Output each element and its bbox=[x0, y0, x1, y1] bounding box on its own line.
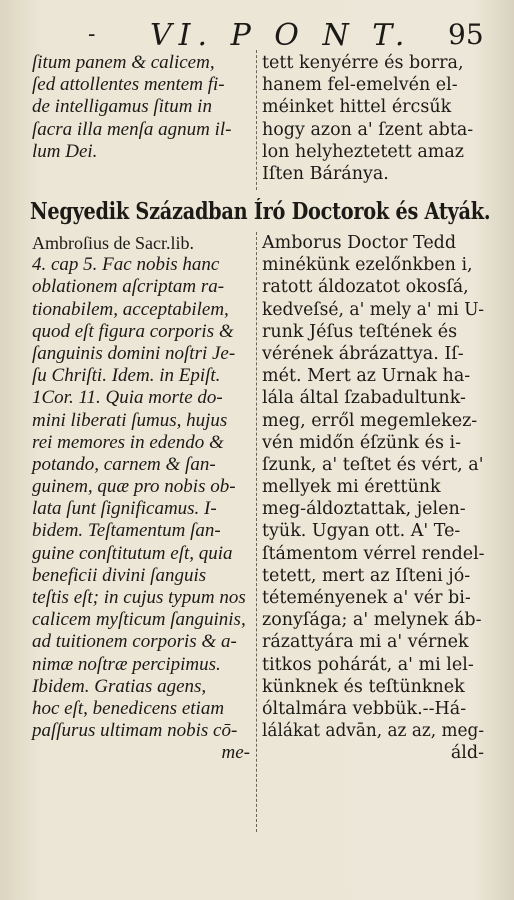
text-line: Amborus Doctor Tedd bbox=[262, 233, 457, 253]
text-line: rázattyára mi a' vérnek bbox=[262, 632, 469, 653]
top-left-column bbox=[32, 52, 250, 163]
text-line: guinem, quæ pro nobis ob- bbox=[32, 476, 236, 498]
text-line: vén midőn éſzünk és i- bbox=[262, 432, 462, 453]
text-line: hoc eſt, benedicens etiam bbox=[32, 697, 225, 719]
text-line: calicem myſticum ſanguinis, bbox=[32, 609, 246, 631]
text-line: guine conſtitutum eſt, quia bbox=[32, 542, 233, 564]
text-line: lálákat advān, az az, meg- bbox=[262, 721, 485, 742]
top-right-column bbox=[262, 52, 484, 185]
text-line: bidem. Teſtamentum ſan- bbox=[32, 520, 221, 542]
text-line: mét. Mert az Urnak ha- bbox=[262, 366, 471, 387]
text-line: áld- bbox=[450, 743, 484, 764]
text-line: quod eſt figura corporis & bbox=[32, 320, 234, 342]
text-line: ſed attollentes mentem fi- bbox=[32, 74, 225, 96]
text-line: ſitum panem & calicem, bbox=[32, 52, 215, 73]
text-line: oblationem aſcriptam ra- bbox=[32, 276, 225, 298]
text-line: meg-áldoztattak, jelen- bbox=[262, 499, 466, 520]
text-line: hanem fel-emelvén el- bbox=[262, 75, 458, 96]
text-line: tyük. Ugyan ott. A' Te- bbox=[262, 521, 461, 542]
text-line: ſu Chriſti. Idem. in Epiſt. bbox=[32, 365, 221, 387]
text-line: hogy azon a' ſzent abta- bbox=[262, 119, 474, 140]
text-line: tionabilem, acceptabilem, bbox=[32, 298, 229, 320]
text-line: ſacra illa menſa agnum il- bbox=[32, 118, 232, 140]
text-line: künknek és teſtünknek bbox=[262, 676, 465, 697]
text-line: titkos pohárát, a' mi lel- bbox=[262, 654, 474, 675]
text-line: paſſurus ultimam nobis cō- bbox=[32, 720, 238, 742]
text-line: 1Cor. 11. Quia morte do- bbox=[32, 387, 223, 409]
text-line: téteményenek a' vér bi- bbox=[262, 588, 471, 608]
text-line: zonyſága; a' melynek áb- bbox=[262, 610, 482, 631]
text-line: tett kenyérre és borra, bbox=[262, 53, 464, 73]
column-divider-main bbox=[256, 232, 257, 832]
page-number: 95 bbox=[448, 18, 484, 51]
text-line: me- bbox=[221, 742, 250, 764]
text-line: ſtámentom vérrel rendel- bbox=[262, 543, 485, 564]
text-line: vérének ábrázattya. Iſ- bbox=[262, 343, 464, 364]
text-line: minékünk ezelőnkben i, bbox=[262, 255, 473, 276]
text-line: Ibidem. Gratias agens, bbox=[32, 675, 207, 697]
text-line: tetett, mert az Iſteni jó- bbox=[262, 565, 471, 586]
text-line: potando, carnem & ſan- bbox=[32, 453, 216, 475]
text-line: lata ſunt ſignificamus. I- bbox=[32, 498, 217, 520]
text-line: ſzunk, a' teſtet és vért, a' bbox=[262, 454, 484, 475]
text-line: méinket hittel ércsűk bbox=[262, 97, 452, 118]
text-line: beneficii divini ſanguis bbox=[32, 564, 207, 586]
text-line: meg, erről megemlekez- bbox=[262, 410, 478, 431]
text-line: óltalmára vebbük.--Há- bbox=[262, 698, 467, 719]
text-line: mellyek mi érettünk bbox=[262, 477, 441, 498]
text-line: lála által ſzabadultunk- bbox=[262, 388, 466, 409]
text-line: runk Jéſus teſtének és bbox=[262, 321, 458, 342]
text-line: rei memores in edendo & bbox=[32, 431, 224, 453]
header-title: VI. P O N T. bbox=[150, 18, 412, 53]
text-line: ſanguinis domini noſtri Je- bbox=[32, 342, 236, 364]
right-column bbox=[262, 232, 484, 765]
running-header bbox=[0, 18, 514, 52]
header-dash: - bbox=[88, 22, 96, 47]
text-line: lum Dei. bbox=[32, 140, 98, 162]
text-line: 4. cap 5. Fac nobis hanc bbox=[32, 254, 220, 276]
left-column bbox=[32, 232, 250, 765]
text-line: Ambroſius de Sacr.lib. bbox=[32, 233, 194, 253]
text-line: kedveſsé, a' mely a' mi U- bbox=[262, 299, 485, 320]
section-heading: Negyedik Században Író Doctorok és Atyák. bbox=[30, 198, 491, 225]
text-line: ratott áldozatot okosſá, bbox=[262, 277, 469, 298]
text-line: nimæ noſtræ percipimus. bbox=[32, 653, 221, 675]
text-line: de intelligamus ſitum in bbox=[32, 96, 212, 118]
text-line: ad tuitionem corporis & a- bbox=[32, 631, 237, 653]
column-divider-top bbox=[256, 50, 257, 190]
text-line: mini liberati ſumus, hujus bbox=[32, 409, 228, 431]
text-line: teſtis eſt; in cujus typum nos bbox=[32, 587, 246, 608]
text-line: lon helyheztetett amaz bbox=[262, 141, 465, 162]
text-line: Iſten Báránya. bbox=[262, 163, 389, 184]
